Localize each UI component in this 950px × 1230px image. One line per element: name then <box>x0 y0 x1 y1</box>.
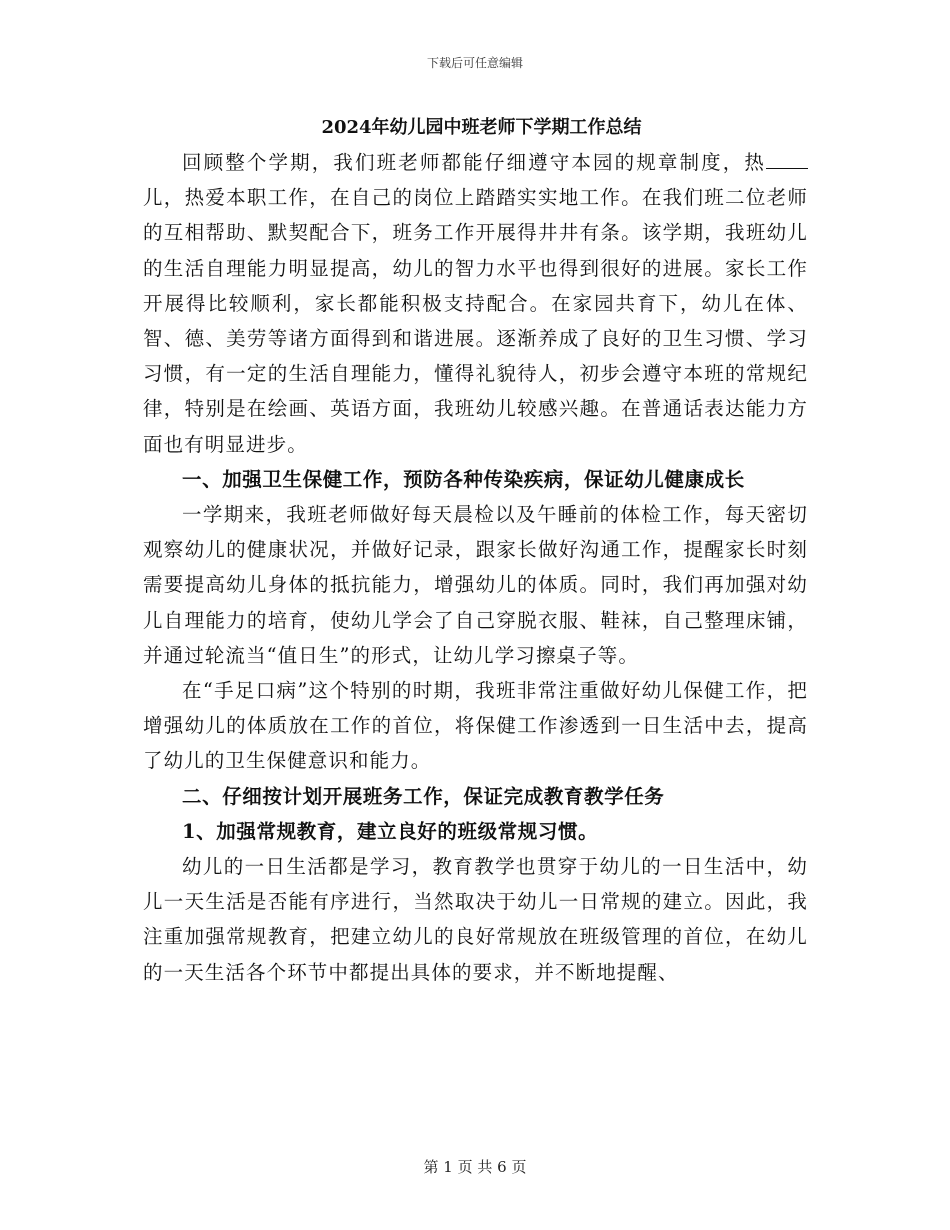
fill-in-blank <box>766 149 808 170</box>
intro-text-rest: 儿，热爱本职工作，在自己的岗位上踏踏实实地工作。在我们班二位老师的互相帮助、默契配合下，班务工作开展得井井有条。该学期，我班幼儿的生活自理能力明显提高，幼儿的智力水平也得到很好的进展。家长工作开展得比较顺利，家长都能积极支持配合。在家园共育下，幼儿在体、智、德、美劳等诸方面得到和谐进展。逐渐养成了良好的卫生习惯、学习习惯，有一定的生活自理能力，懂得礼貌待人，初步会遵守本班的常规纪律，特别是在绘画、英语方面，我班幼儿较感兴趣。在普通话表达能力方面也有明显进步。 <box>143 186 808 456</box>
page-footer: 第 1 页 共 6 页 <box>423 1158 527 1176</box>
section-1-paragraph-1: 一学期来，我班老师做好每天晨检以及午睡前的体检工作，每天密切观察幼儿的健康状况，并做好记录，跟家长做好沟通工作，提醒家长时刻需要提高幼儿身体的抵抗能力，增强幼儿的体质。同时，我们再加强对幼儿自理能力的培育，使幼儿学会了自己穿脱衣服、鞋袜，自己整理床铺，并通过轮流当“值日生”的形式，让幼儿学习擦桌子等。 <box>143 503 808 667</box>
header-note: 下载后可任意编辑 <box>426 56 523 70</box>
intro-text-start: 回顾整个学期，我们班老师都能仔细遵守本园的规章制度，热 <box>182 151 766 174</box>
document-body <box>143 113 808 990</box>
section-1-heading: 一、加强卫生保健工作，预防各种传染疾病，保证幼儿健康成长 <box>182 467 745 491</box>
section-2-heading: 二、仔细按计划开展班务工作，保证完成教育教学任务 <box>182 784 665 808</box>
section-2-subheading-1: 1、加强常规教育，建立良好的班级常规习惯。 <box>182 819 599 843</box>
section-2-paragraph-1: 幼儿的一日生活都是学习，教育教学也贯穿于幼儿的一日生活中，幼儿一天生活是否能有序进行，当然取决于幼儿一日常规的建立。因此，我注重加强常规教育，把建立幼儿的良好常规放在班级管理的首位，在幼儿的一天生活各个环节中都提出具体的要求，并不断地提醒、 <box>143 855 808 984</box>
document-title: 2024年幼儿园中班老师下学期工作总结 <box>321 117 642 138</box>
section-1-paragraph-2: 在“手足口病”这个特别的时期，我班非常注重做好幼儿保健工作，把增强幼儿的体质放在工作的首位，将保健工作渗透到一日生活中去，提高了幼儿的卫生保健意识和能力。 <box>143 679 808 773</box>
intro-paragraph <box>143 145 808 462</box>
